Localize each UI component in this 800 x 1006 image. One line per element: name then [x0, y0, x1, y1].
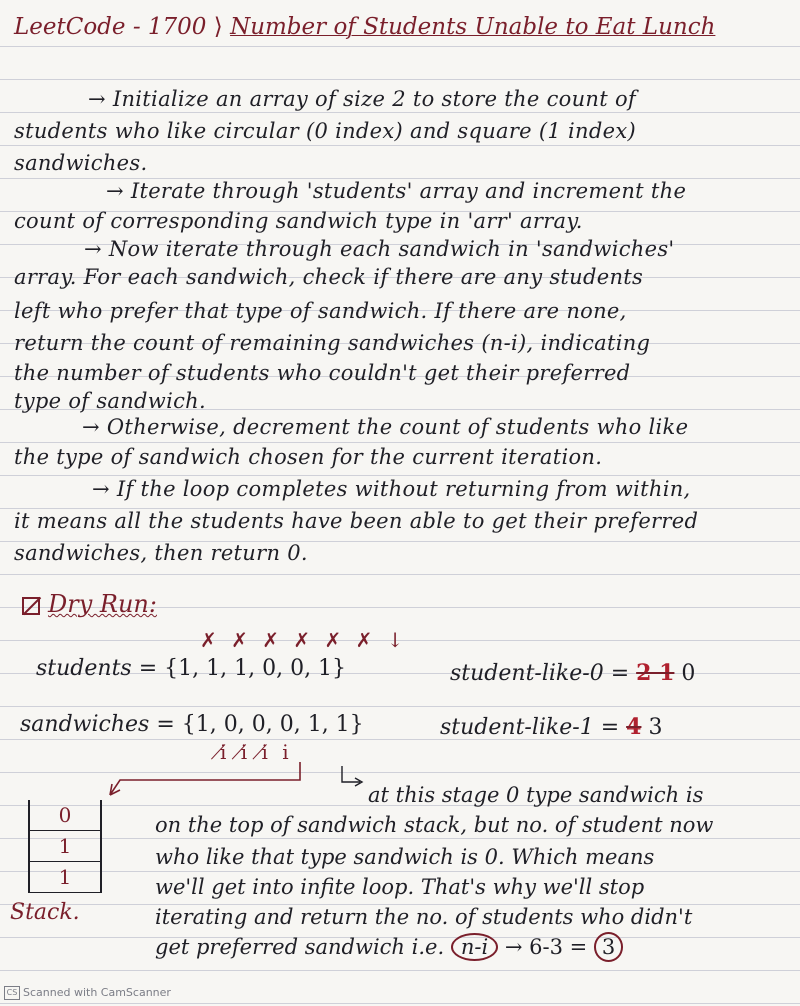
stack-cell: 1 — [30, 862, 100, 893]
result-circled: 3 — [594, 932, 623, 962]
explanation-line: → Now iterate through each sandwich in 'sandwiches' — [84, 237, 675, 261]
sandwiches-label: sandwiches = — [20, 712, 175, 737]
explanation-line: the type of sandwich chosen for the current iteration. — [14, 445, 603, 469]
sandwiches-value: {1, 0, 0, 0, 1, 1} — [181, 712, 364, 737]
explanation-line: sandwiches. — [14, 151, 148, 175]
stack-cell: 1 — [30, 831, 100, 862]
explanation-line: count of corresponding sandwich type in 'arr' array. — [14, 209, 583, 233]
students-row — [36, 656, 346, 681]
result-expression: → 6-3 = — [504, 935, 588, 959]
explanation-line: sandwiches, then return 0. — [14, 541, 308, 565]
checkbox-icon — [22, 597, 40, 615]
students-label: students = — [36, 656, 158, 681]
sandwiches-row — [20, 712, 364, 737]
note-line: on the top of sandwich stack, but no. of student now — [155, 813, 714, 837]
cs-icon: CS — [4, 986, 20, 1000]
students-value: {1, 1, 1, 0, 0, 1} — [164, 656, 347, 681]
sandwich-stack — [28, 800, 102, 893]
note-line: iterating and return the no. of students who didn't — [155, 905, 693, 929]
explanation-line: the number of students who couldn't get their preferred — [14, 361, 631, 385]
page-title: LeetCode - 1700 ⟩ Number of Students Unable to Eat Lunch — [14, 14, 716, 40]
note-line: who like that type sandwich is 0. Which means — [155, 845, 655, 869]
explanation-line: left who prefer that type of sandwich. If there are none, — [14, 299, 627, 323]
scanner-footer: CS Scanned with CamScanner — [4, 986, 171, 1000]
student-like-1-row: student-like-1 = 4 3 — [440, 714, 663, 740]
explanation-line: return the count of remaining sandwiches (n-i), indicating — [14, 331, 651, 355]
problem-ref: LeetCode - 1700 — [14, 14, 207, 40]
student-like-0-struck: 2 1 — [636, 660, 675, 686]
explanation-line: → Iterate through 'students' array and increment the — [106, 179, 687, 203]
explanation-line: → Otherwise, decrement the count of students who like — [82, 415, 689, 439]
sandwiches-index-marks: i̸ i̸ i̸ i — [220, 740, 293, 764]
student-like-0-value: 0 — [681, 661, 696, 686]
students-strike-marks: ✗ ✗ ✗ ✗ ✗ ✗ ↓ — [200, 628, 408, 652]
explanation-line: type of sandwich. — [14, 389, 206, 413]
result-line — [155, 932, 775, 962]
dry-run-heading: Dry Run: — [22, 590, 157, 618]
stack-label: Stack. — [10, 900, 80, 925]
student-like-1-struck: 4 — [626, 714, 642, 740]
explanation-line: → If the loop completes without returning from within, — [92, 477, 691, 501]
student-like-1-value: 3 — [648, 715, 663, 740]
explanation-line: students who like circular (0 index) and square (1 index) — [14, 119, 636, 143]
explanation-line: it means all the students have been able to get their preferred — [14, 509, 699, 533]
student-like-0-row: student-like-0 = 2 1 0 — [450, 660, 696, 686]
stack-cell: 0 — [30, 800, 100, 831]
note-line: at this stage 0 type sandwich is — [368, 783, 704, 807]
note-line: we'll get into infite loop. That's why we'll stop — [155, 875, 645, 899]
explanation-line: → Initialize an array of size 2 to store the count of — [88, 87, 636, 111]
explanation-line: array. For each sandwich, check if there are any students — [14, 265, 644, 289]
problem-name: Number of Students Unable to Eat Lunch — [230, 14, 716, 40]
note-line: get preferred sandwich i.e. — [155, 935, 445, 959]
formula-circled: n-i — [451, 933, 498, 961]
